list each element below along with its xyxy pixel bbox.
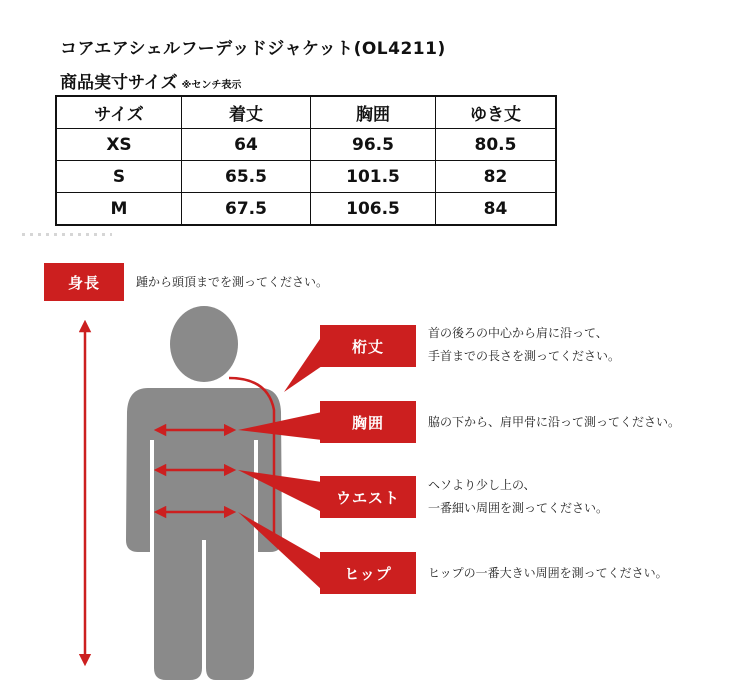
size-cell: M [56,193,182,226]
sleeve-badge: 桁丈 [320,325,416,367]
header-length: 着丈 [182,96,311,129]
height-desc: 踵から頭頂までを測ってください。 [136,275,329,289]
product-title: コアエアシェルフーデッドジャケット(OL4211) [60,39,446,59]
length-cell: 65.5 [182,161,311,193]
sleeve-pointer [284,336,322,392]
waist-desc-line2: 一番細い周囲を測ってください。 [428,501,609,515]
length-cell: 64 [182,129,311,161]
human-figure-icon [126,306,282,680]
sleeve-desc [428,322,620,368]
hip-desc: ヒップの一番大きい周囲を測ってください。 [428,566,668,580]
height-badge: 身長 [44,263,124,301]
chest-cell: 96.5 [311,129,436,161]
size-table-title: 商品実寸サイズ [60,73,178,93]
sleeve-cell: 82 [436,161,557,193]
header-sleeve: ゆき丈 [436,96,557,129]
header-chest: 胸囲 [311,96,436,129]
waist-badge: ウエスト [320,476,416,518]
hip-badge: ヒップ [320,552,416,594]
chest-cell: 106.5 [311,193,436,226]
sleeve-cell: 80.5 [436,129,557,161]
length-cell: 67.5 [182,193,311,226]
sleeve-desc-line2: 手首までの長さを測ってください。 [428,349,621,363]
size-cell: XS [56,129,182,161]
unit-note: ※センチ表示 [181,80,242,91]
waist-desc-line1: ヘソより少し上の、 [428,478,536,492]
size-cell: S [56,161,182,193]
chest-badge: 胸囲 [320,401,416,443]
header-size: サイズ [56,96,182,129]
sleeve-cell: 84 [436,193,557,226]
chest-desc: 脇の下から、肩甲骨に沿って測ってください。 [428,415,681,429]
sleeve-desc-line1: 首の後ろの中心から肩に沿って、 [428,326,608,340]
waist-desc [428,474,608,520]
chest-cell: 101.5 [311,161,436,193]
